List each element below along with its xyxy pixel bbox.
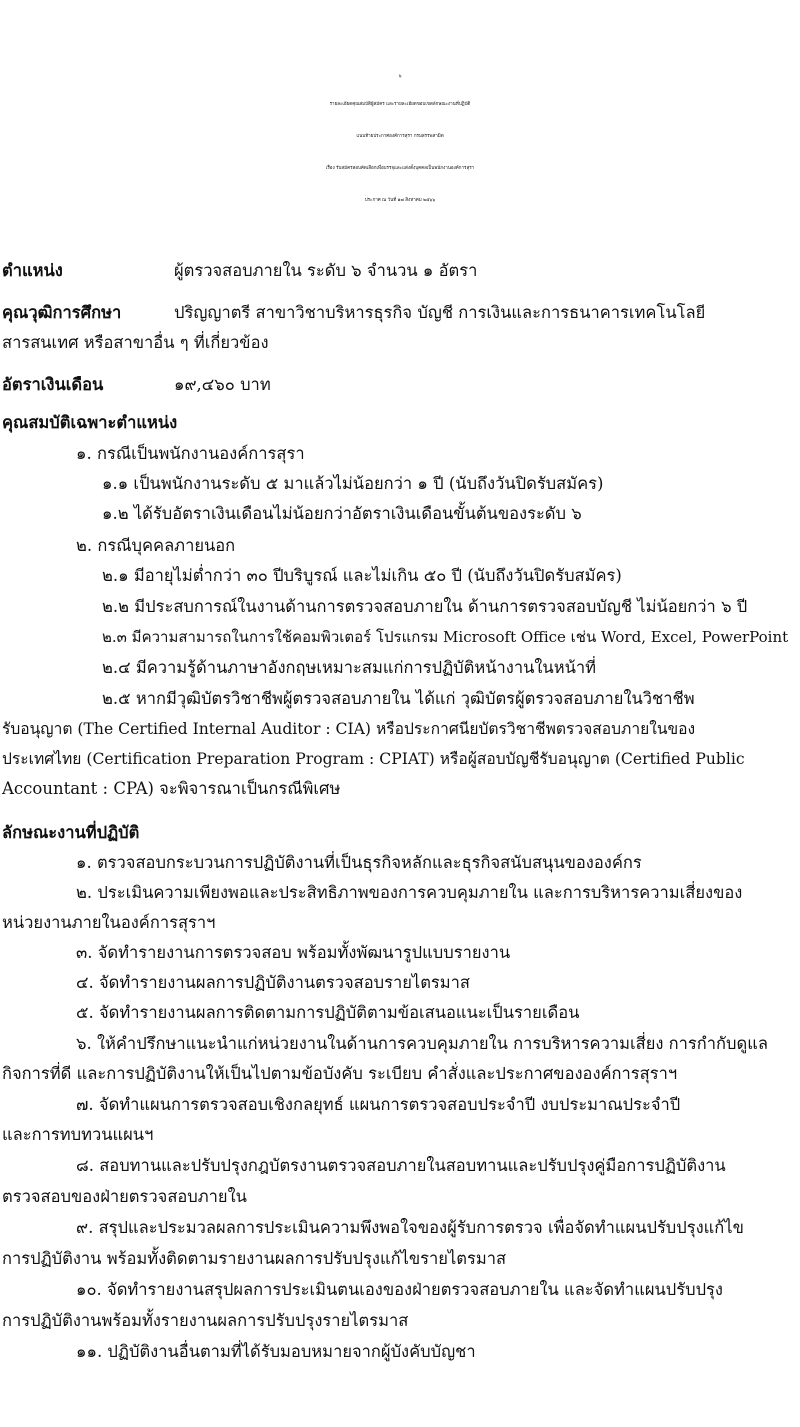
qualification-item: ๒.๕ หากมีวุฒิบัตรวิชาชีพผู้ตรวจสอบภายใน ได้แก่ วุฒิบัตรผู้ตรวจสอบภายในวิชาชีพ — [102, 689, 695, 708]
duty-item: ๓. จัดทำรายงานการตรวจสอบ พร้อมทั้งพัฒนารูปแบบรายงาน — [76, 943, 511, 962]
page-number: ๖ — [398, 74, 402, 79]
qualification-item: ๒. กรณีบุคคลภายนอก — [76, 536, 236, 555]
duty-item: ๙. สรุปและประมวลผลการประเมินความพึงพอใจของผู้รับการตรวจ เพื่อจัดทำแผนปรับปรุงแก้ไข — [76, 1218, 744, 1237]
position-value: ผู้ตรวจสอบภายใน ระดับ ๖ จำนวน ๑ อัตรา — [174, 261, 478, 280]
duty-item: ๑๐. จัดทำรายงานสรุปผลการประเมินตนเองของฝ่ายตรวจสอบภายใน และจัดทำแผนปรับปรุง — [76, 1280, 723, 1299]
duty-item: ๑๑. ปฏิบัติงานอื่นตามที่ได้รับมอบหมายจากผู้บังคับบัญชา — [76, 1342, 476, 1361]
position-label: ตำแหน่ง — [2, 261, 63, 280]
qualification-item: ๑.๑ เป็นพนักงานระดับ ๕ มาแล้วไม่น้อยกว่า ๑ ปี (นับถึงวันปิดรับสมัคร) — [102, 474, 604, 493]
duty-item: การปฏิบัติงานพร้อมทั้งรายงานผลการปรับปรุงรายไตรมาส — [2, 1311, 409, 1330]
duties-heading: ลักษณะงานที่ปฏิบัติ — [2, 823, 140, 842]
duty-item: และการทบทวนแผนฯ — [2, 1125, 154, 1144]
salary-label: อัตราเงินเดือน — [2, 375, 104, 394]
education-value-continued: สารสนเทศ หรือสาขาอื่น ๆ ที่เกี่ยวข้อง — [2, 333, 269, 352]
duty-item: ๕. จัดทำรายงานผลการติดตามการปฏิบัติตามข้อเสนอแนะเป็นรายเดือน — [76, 1003, 580, 1022]
qualification-item: รับอนุญาต (The Certified Internal Auditor : CIA) หรือประกาศนียบัตรวิชาชีพตรวจสอบภายในของ — [2, 720, 696, 738]
salary-value: ๑๙,๔๖๐ บาท — [174, 375, 271, 394]
qualification-item: ๒.๒ มีประสบการณ์ในงานด้านการตรวจสอบภายใน ด้านการตรวจสอบบัญชี ไม่น้อยกว่า ๖ ปี — [102, 597, 748, 616]
qualification-item: ๑.๒ ได้รับอัตราเงินเดือนไม่น้อยกว่าอัตราเงินเดือนขั้นต้นของระดับ ๖ — [102, 504, 582, 523]
duty-item: ๒. ประเมินความเพียงพอและประสิทธิภาพของการควบคุมภายใน และการบริหารความเสี่ยงของ — [76, 883, 743, 902]
header-title-line-2: แนบท้ายประกาศองค์การสุรา กรมสรรพสามิต — [356, 134, 444, 139]
duty-item: ตรวจสอบของฝ่ายตรวจสอบภายใน — [2, 1187, 247, 1206]
duty-item: ๖. ให้คำปรึกษาแนะนำแก่หน่วยงานในด้านการควบคุมภายใน การบริหารความเสี่ยง การกำกับดูแล — [76, 1034, 768, 1053]
duty-item: กิจการที่ดี และการปฏิบัติงานให้เป็นไปตามข้อบังคับ ระเบียบ คำสั่งและประกาศขององค์การสุราฯ — [2, 1064, 678, 1083]
announcement-date: ประกาศ ณ วันที่ ๑๗ สิงหาคม ๒๕๖๖ — [364, 198, 436, 203]
qualifications-heading: คุณสมบัติเฉพาะตำแหน่ง — [2, 413, 178, 432]
duty-item: ๑. ตรวจสอบกระบวนการปฏิบัติงานที่เป็นธุรกิจหลักและธุรกิจสนับสนุนขององค์กร — [76, 853, 642, 872]
qualification-item: ๒.๔ มีความรู้ด้านภาษาอังกฤษเหมาะสมแก่การปฏิบัติหน้างานในหน้าที่ — [102, 658, 597, 677]
header-title-line-3: เรื่อง รับสมัครสอบคัดเลือกเพื่อบรรจุและแต่งตั้งบุคคลเป็นพนักงานองค์การสุรา — [325, 166, 475, 171]
duty-item: ๘. สอบทานและปรับปรุงกฎบัตรงานตรวจสอบภายในสอบทานและปรับปรุงคู่มือการปฏิบัติงาน — [76, 1156, 726, 1175]
duty-item: การปฏิบัติงาน พร้อมทั้งติดตามรายงานผลการปรับปรุงแก้ไขรายไตรมาส — [2, 1249, 507, 1268]
header-title-line-1: รายละเอียดคุณสมบัติผู้สมัคร และรายละเอียดขอบเขตลักษณะงานที่ปฏิบัติ — [329, 102, 471, 107]
education-label: คุณวุฒิการศึกษา — [2, 303, 122, 322]
qualification-item: ๒.๑ มีอายุไม่ต่ำกว่า ๓๐ ปีบริบูรณ์ และไม่เกิน ๕๐ ปี (นับถึงวันปิดรับสมัคร) — [102, 566, 622, 585]
duty-item: ๔. จัดทำรายงานผลการปฏิบัติงานตรวจสอบรายไตรมาส — [76, 973, 470, 992]
qualification-item: ๑. กรณีเป็นพนักงานองค์การสุรา — [76, 444, 305, 463]
duty-item: หน่วยงานภายในองค์การสุราฯ — [2, 913, 216, 932]
duty-item: ๗. จัดทำแผนการตรวจสอบเชิงกลยุทธ์ แผนการตรวจสอบประจำปี งบประมาณประจำปี — [76, 1095, 681, 1114]
qualification-item: ประเทศไทย (Certification Preparation Program : CPIAT) หรือผู้สอบบัญชีรับอนุญาต (Certified Public — [2, 750, 745, 768]
qualification-item: Accountant : CPA) จะพิจารณาเป็นกรณีพิเศษ — [2, 779, 341, 798]
education-value: ปริญญาตรี สาขาวิชาบริหารธุรกิจ บัญชี การเงินและการธนาคารเทคโนโลยี — [174, 303, 706, 322]
qualification-item: ๒.๓ มีความสามารถในการใช้คอมพิวเตอร์ โปรแกรม Microsoft Office เช่น Word, Excel, PowerPoint — [102, 628, 789, 646]
